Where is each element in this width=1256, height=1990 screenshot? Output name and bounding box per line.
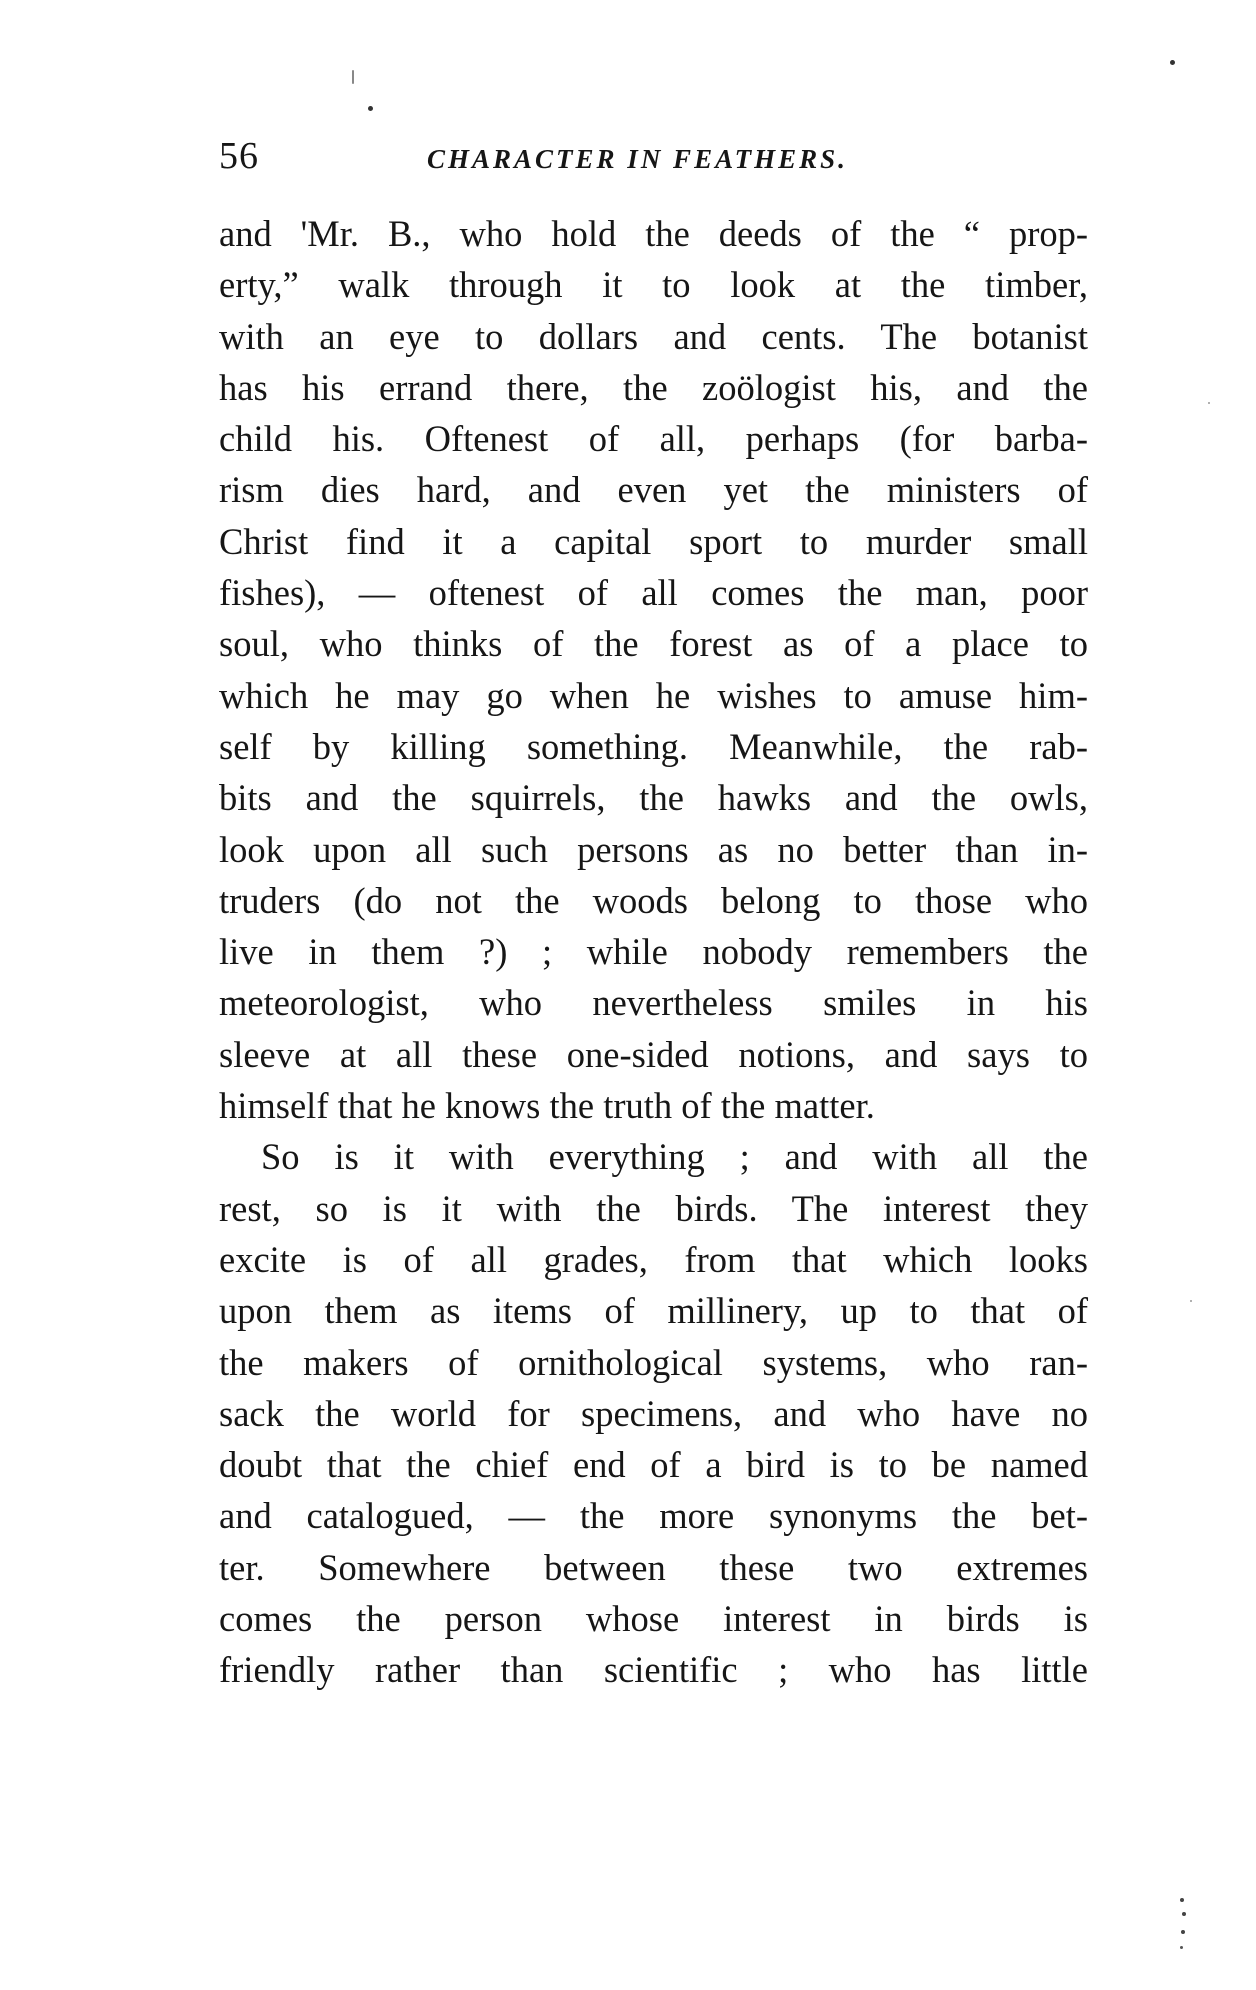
text-line: bits and the squirrels, the hawks and the owls,: [219, 777, 1088, 819]
scan-speck: [1182, 1912, 1186, 1916]
scan-speck: [352, 70, 354, 84]
text-line: truders (do not the woods belong to those who: [219, 879, 1088, 921]
scan-speck: [368, 106, 373, 111]
text-line: sack the world for specimens, and who have no: [219, 1392, 1088, 1434]
text-line: rest, so is it with the birds. The interest they: [219, 1187, 1088, 1229]
text-line: fishes), — oftenest of all comes the man, poor: [219, 572, 1088, 614]
text-line: the makers of ornithological systems, who ran-: [219, 1341, 1088, 1383]
text-line: which he may go when he wishes to amuse him-: [219, 674, 1088, 716]
text-line: So is it with everything ; and with all the: [261, 1136, 1088, 1178]
scan-speck: [1170, 60, 1175, 65]
text-line: and catalogued, — the more synonyms the bet-: [219, 1495, 1088, 1537]
paragraph-2: [219, 1131, 1088, 1695]
text-line: has his errand there, the zoölogist his, and the: [219, 366, 1088, 408]
text-line: with an eye to dollars and cents. The botanist: [219, 315, 1088, 357]
page-header: [219, 134, 1079, 184]
body-text: [219, 208, 1088, 1696]
page-number: 56: [219, 135, 259, 177]
text-line: Christ find it a capital sport to murder small: [219, 520, 1088, 562]
text-line: excite is of all grades, from that which looks: [219, 1238, 1088, 1280]
text-line: soul, who thinks of the forest as of a place to: [219, 623, 1088, 665]
scan-speck: [1181, 1930, 1185, 1934]
text-line: child his. Oftenest of all, perhaps (for barba-: [219, 418, 1088, 460]
running-title: CHARACTER IN FEATHERS.: [427, 144, 848, 174]
text-line: rism dies hard, and even yet the ministers of: [219, 469, 1088, 511]
text-line: sleeve at all these one-sided notions, and says to: [219, 1033, 1088, 1075]
text-line: friendly rather than scientific ; who has little: [219, 1649, 1088, 1691]
text-line: comes the person whose interest in birds is: [219, 1598, 1088, 1640]
text-line: meteorologist, who nevertheless smiles in his: [219, 982, 1088, 1024]
text-line: ter. Somewhere between these two extremes: [219, 1546, 1088, 1588]
text-line: erty,” walk through it to look at the timber,: [219, 264, 1088, 306]
scan-speck: [1190, 1300, 1192, 1302]
text-line: self by killing something. Meanwhile, the rab-: [219, 725, 1088, 767]
text-line: look upon all such persons as no better than in-: [219, 828, 1088, 870]
paragraph-1: [219, 208, 1088, 1131]
text-line: upon them as items of millinery, up to that of: [219, 1290, 1088, 1332]
text-line: and 'Mr. B., who hold the deeds of the “ prop-: [219, 213, 1088, 254]
scan-speck: [1180, 1898, 1184, 1902]
text-line: live in them ?) ; while nobody remembers the: [219, 931, 1088, 973]
scan-speck: [1208, 402, 1210, 404]
scan-speck: [1180, 1946, 1183, 1949]
text-line: himself that he knows the truth of the matter.: [219, 1085, 875, 1127]
text-line: doubt that the chief end of a bird is to be named: [219, 1444, 1088, 1486]
